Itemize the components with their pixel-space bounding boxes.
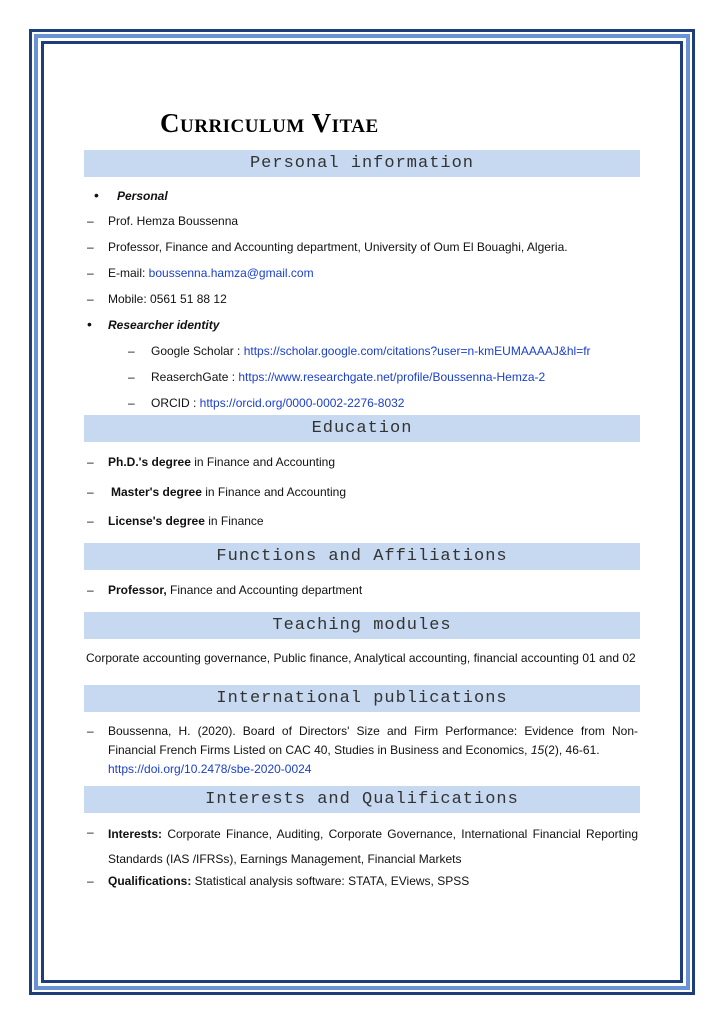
publication-doi-link[interactable]: https://doi.org/10.2478/sbe-2020-0024 [108, 762, 312, 776]
dash-icon: – [87, 583, 94, 597]
dash-icon: – [87, 724, 94, 738]
education-field: in Finance and Accounting [201, 485, 347, 499]
dash-icon: – [87, 266, 94, 280]
interests-text: Corporate Finance, Auditing, Corporate Governance, International Financial Reporting Standards (IAS /IFRSs), Earnings Management, Financial Markets [108, 827, 638, 866]
personal-position: Professor, Finance and Accounting department, University of Oum El Bouaghi, Algeria. [108, 240, 568, 254]
qualifications-label: Qualifications: [108, 874, 192, 888]
teaching-modules: Corporate accounting governance, Public finance, Analytical accounting, financial accounting 01 and 02 [86, 651, 636, 665]
education-field: in Finance [204, 514, 264, 528]
dash-icon: – [87, 214, 94, 228]
dash-icon: – [128, 344, 135, 358]
personal-heading: Personal [117, 189, 168, 203]
publication-text: Boussenna, H. (2020). Board of Directors' Size and Firm Performance: Evidence from Non-Financial French Firms Listed on CAC 40, Studies in Business and Economics, [108, 724, 638, 757]
dash-icon: – [87, 514, 94, 528]
publication-volume: 15 [530, 743, 545, 757]
section-education: Education [84, 415, 640, 442]
orcid-link[interactable]: https://orcid.org/0000-0002-2276-8032 [199, 396, 405, 410]
education-item [108, 455, 335, 470]
section-functions: Functions and Affiliations [84, 543, 640, 570]
function-title: Professor, [108, 583, 167, 597]
scholar-link[interactable]: https://scholar.google.com/citations?user=n-kmEUMAAAAJ&hl=fr [243, 344, 591, 358]
personal-name: Prof. Hemza Boussenna [108, 214, 239, 228]
qualifications-entry [108, 874, 469, 889]
researchgate-line [151, 370, 545, 385]
orcid-label: ORCID : [151, 396, 200, 410]
dash-icon: – [87, 874, 94, 888]
dash-icon: – [128, 396, 135, 410]
researcher-heading: Researcher identity [108, 318, 220, 332]
function-detail: Finance and Accounting department [166, 583, 363, 597]
education-degree: Master's degree [111, 485, 202, 499]
dash-icon: – [128, 370, 135, 384]
interests-label: Interests: [108, 827, 163, 841]
scholar-label: Google Scholar : [151, 344, 244, 358]
publication-issue: (2), 46-61. [544, 743, 600, 757]
section-teaching: Teaching modules [84, 612, 640, 639]
email-link[interactable]: boussenna.hamza@gmail.com [148, 266, 314, 280]
education-item [108, 514, 264, 529]
dash-icon: – [87, 240, 94, 254]
section-publications: International publications [84, 685, 640, 712]
function-item [108, 583, 362, 598]
researchgate-label: ReaserchGate : [151, 370, 239, 384]
publication-entry [108, 722, 638, 779]
dash-icon: – [87, 292, 94, 306]
mobile-line: Mobile: 0561 51 88 12 [108, 292, 227, 306]
dash-icon: – [87, 825, 94, 839]
orcid-line [151, 396, 404, 411]
email-label: E-mail: [108, 266, 149, 280]
section-interests: Interests and Qualifications [84, 786, 640, 813]
dash-icon: – [87, 485, 94, 499]
education-degree: License's degree [108, 514, 205, 528]
section-personal-information: Personal information [84, 150, 640, 177]
education-degree: Ph.D.'s degree [108, 455, 191, 469]
scholar-line [151, 344, 591, 359]
bullet-icon: • [87, 316, 92, 332]
bullet-icon: • [94, 187, 99, 203]
page-title: Curriculum Vitae [160, 108, 379, 138]
dash-icon: – [87, 455, 94, 469]
education-field: in Finance and Accounting [190, 455, 335, 469]
researchgate-link[interactable]: https://www.researchgate.net/profile/Boussenna-Hemza-2 [238, 370, 546, 384]
qualifications-text: Statistical analysis software: STATA, EViews, SPSS [191, 874, 470, 888]
education-item [111, 485, 346, 500]
interests-entry [108, 822, 638, 872]
email-line [108, 266, 314, 281]
